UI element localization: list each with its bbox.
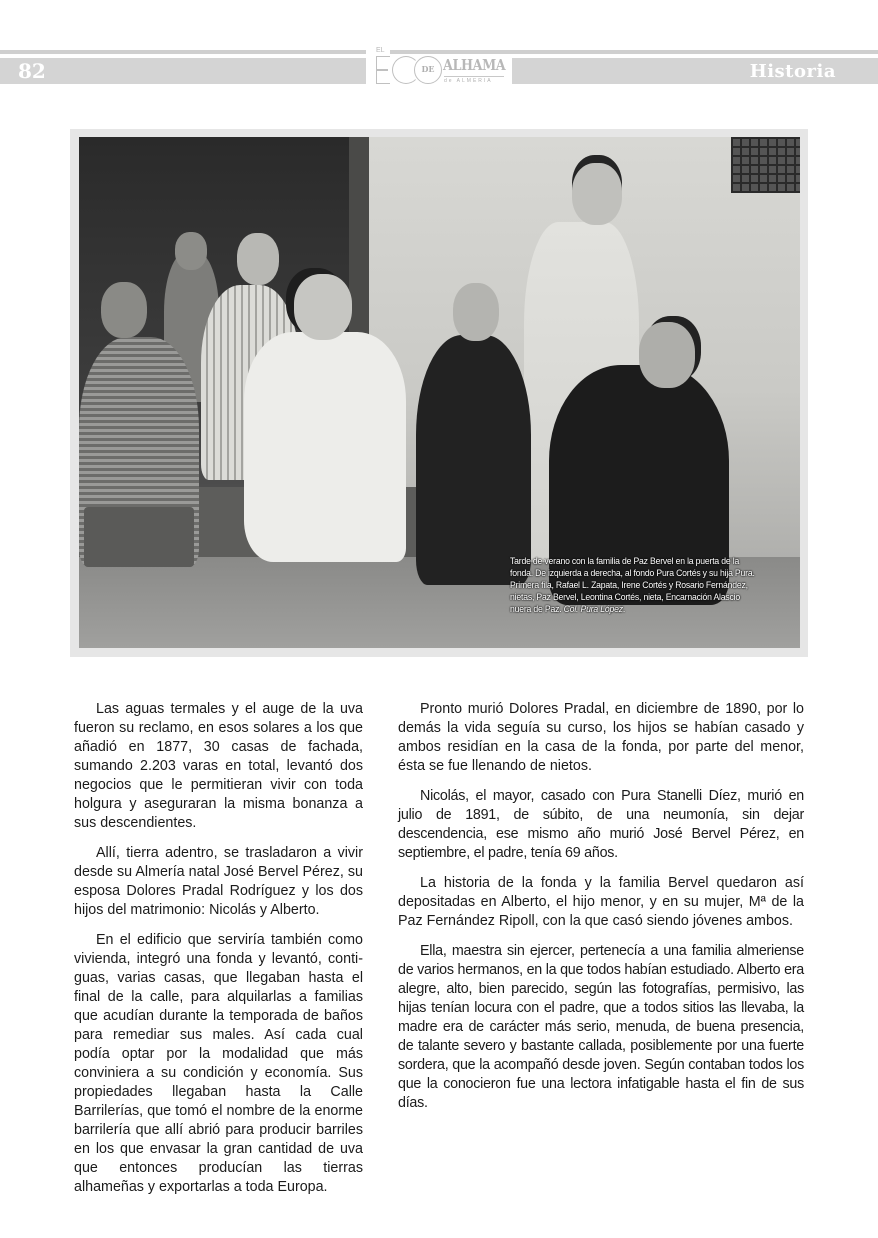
photo-head-child bbox=[175, 232, 207, 270]
article-column-left bbox=[74, 700, 363, 1208]
photo-head-dark-dress bbox=[639, 322, 695, 388]
logo-e-glyph bbox=[376, 56, 390, 84]
photo-head-girl-striped bbox=[237, 233, 279, 285]
paragraph: Allí, tierra adentro, se trasladaron a vivir desde su Almería natal José Bervel Pérez, su esposa Dolores Pradal Rodríguez y los dos hijos del matrimonio: Nicolás y Alberto. bbox=[74, 845, 363, 918]
photo-credit: Col. Pura López bbox=[563, 604, 623, 614]
header-bar-left bbox=[0, 58, 366, 84]
photo-person-elder bbox=[416, 335, 531, 585]
family-photo bbox=[79, 137, 800, 648]
paragraph: Ella, maestra sin ejercer, pertenecía a una familia almeriense de varios hermanos, en la que todos habían estudiado. Alberto era alegre, alto, bien parecido, según las fotografías, permisivo, las hijas tenían locura con el padre, que a todos sitios las llevaba, la madre era de carácter más serio, menuda, de buena presencia, de talante severo y bastante callada, posiblemente por una fuerte sordera, que la acompañó desde joven. Según contaban todos los que la conocieron fue una lectora infatigable hasta el fin de sus días. bbox=[398, 943, 804, 1111]
photo-window-grill bbox=[731, 137, 800, 193]
photo-man-legs bbox=[84, 507, 194, 567]
logo-almeria-text: de ALMERIA bbox=[444, 76, 504, 84]
photo-caption bbox=[510, 555, 759, 615]
publication-logo bbox=[372, 46, 510, 86]
paragraph: Las aguas termales y el auge de la uva fueron su reclamo, en esos solares a los que añadió en 1877, 30 casas de fachada, sumando 2.203 varas en total, levantó dos negocios que le permitieran vivir con toda holgura y aseguraran la misma bonanza a sus descendientes. bbox=[74, 701, 363, 831]
photo-head-elder bbox=[453, 283, 499, 341]
section-title: Historia bbox=[749, 61, 836, 82]
logo-o-de-glyph: DE bbox=[414, 56, 442, 84]
photo-head-man bbox=[101, 282, 147, 338]
logo-el-text: EL bbox=[376, 47, 385, 54]
article-column-right bbox=[398, 700, 804, 1124]
photo-head-standing bbox=[572, 163, 622, 225]
paragraph: La historia de la fonda y la familia Bervel quedaron así depositadas en Alberto, el hijo menor, y en su mujer, Mª de la Paz Fernández Ripoll, con la que casó siendo jóvenes ambos. bbox=[398, 875, 804, 929]
photo-credit-period: . bbox=[622, 604, 626, 614]
photo-caption-text: Tarde de verano con la familia de Paz Bervel en la puerta de la fonda. De izquierda a derecha, al fondo Pura Cortés y su hija Pura. Primera fila, Rafael L. Zapata, Irene Cortés y Rosario Fernández, nietas, Paz Bervel, Leontina Cortés, nieta, Encarnación Alascio nuera de Paz. bbox=[510, 556, 755, 614]
photo-head-white-dress bbox=[294, 274, 352, 340]
paragraph: En el edificio que serviría también como vivienda, integró una fonda y levantó, contiguas, varias casas, que llegaban hasta el final de la calle, para alquilarlas a familias que acudían durante la temporada de baños para remediar sus males. Así cada cual podía optar por la modalidad que más conviniera a su condición y economía. Sus propiedades llegaban hasta la Calle Barrilerías, que tomó el nombre de la enorme barrilería que allí abrió para producir barriles en los que envasar la gran cantidad de uva que entonces producían las tierras alhameñas y exportarlas a toda Europa. bbox=[74, 932, 363, 1195]
paragraph: Nicolás, el mayor, casado con Pura Stanelli Díez, murió en julio de 1891, de súbito, de una neumonía, sin dejar descendencia, ese mismo año murió José Bervel Pérez, en septiembre, el padre, tenía 69 años. bbox=[398, 788, 804, 861]
logo-alhama-text: ALHAMA bbox=[443, 56, 506, 74]
paragraph: Pronto murió Dolores Pradal, en diciembre de 1890, por lo demás la vida seguía su curso, los hijos se habían casado y ambos residían en la casa de la fonda, por parte del menor, ésta se fue llenando de nietos. bbox=[398, 701, 804, 774]
page-number: 82 bbox=[18, 59, 46, 83]
header-rule-left bbox=[0, 50, 366, 54]
photo-person-white-dress bbox=[244, 332, 406, 562]
